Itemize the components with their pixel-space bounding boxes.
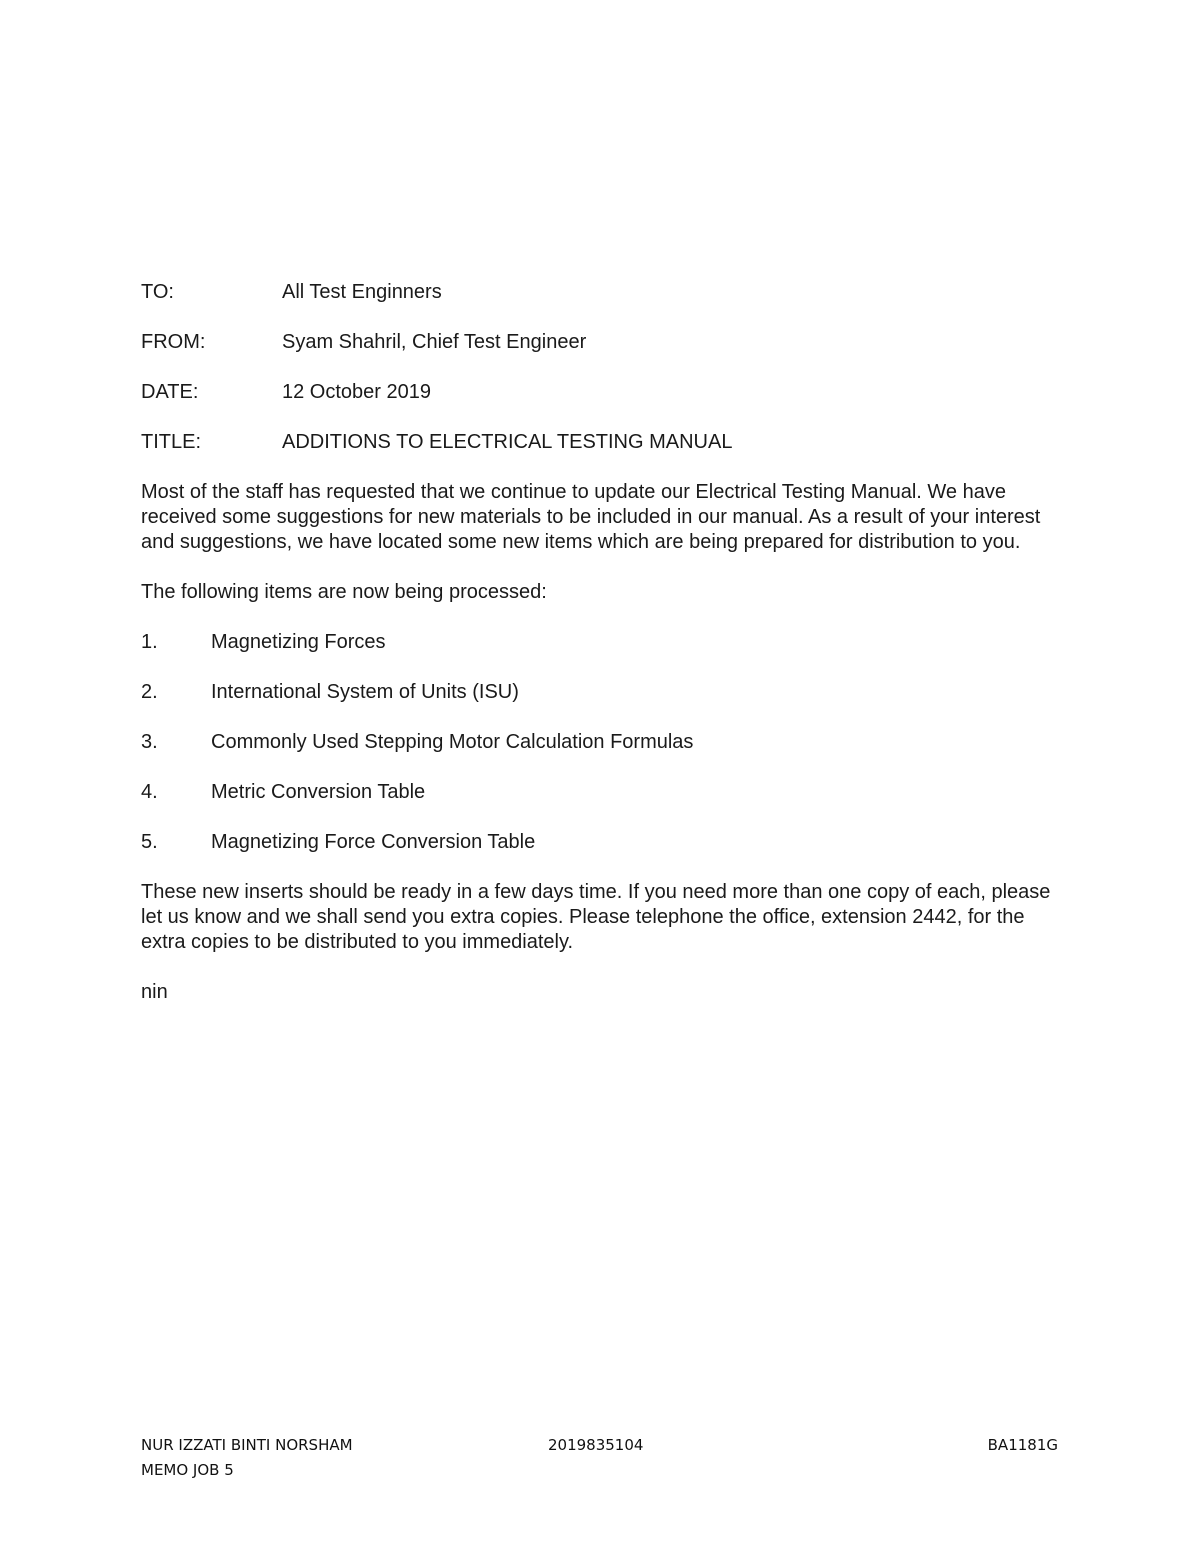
closing-paragraph: These new inserts should be ready in a few days time. If you need more than one copy of each, please let us know and we shall send you extra copies. Please telephone the office, extension 2442, for the extra copies to be distributed to you immediately. — [141, 881, 1051, 953]
memo-body — [141, 280, 1071, 1030]
memo-title-value: ADDITIONS TO ELECTRICAL TESTING MANUAL — [282, 431, 733, 453]
intro-paragraph: Most of the staff has requested that we continue to update our Electrical Testing Manual. We have received some suggestions for new materials to be included in our manual. As a result of your interest and suggestions, we have located some new items which are being prepared for distribution to you. — [141, 481, 1041, 553]
memo-title-row — [141, 430, 1071, 455]
memo-to-label: TO: — [141, 281, 174, 303]
footer-class-code: BA1181G — [987, 1436, 1058, 1454]
memo-from-row — [141, 330, 1071, 355]
memo-from-value: Syam Shahril, Chief Test Engineer — [282, 331, 587, 353]
footer-student-id: 2019835104 — [548, 1436, 644, 1454]
list-item-text: Magnetizing Force Conversion Table — [211, 831, 536, 853]
list-item — [141, 730, 1071, 755]
typist-initials: nin — [141, 981, 168, 1003]
list-item-number: 4. — [141, 781, 158, 803]
page-footer — [141, 1433, 1058, 1483]
list-intro: The following items are now being processed: — [141, 581, 547, 603]
list-item-number: 5. — [141, 831, 158, 853]
list-item — [141, 780, 1071, 805]
memo-date-label: DATE: — [141, 381, 199, 403]
footer-job-label: MEMO JOB 5 — [141, 1461, 234, 1479]
memo-title-label: TITLE: — [141, 431, 202, 453]
list-item — [141, 680, 1071, 705]
list-item-number: 2. — [141, 681, 158, 703]
memo-date-value: 12 October 2019 — [282, 381, 431, 403]
list-item — [141, 630, 1071, 655]
list-item-number: 3. — [141, 731, 158, 753]
list-item-text: Metric Conversion Table — [211, 781, 426, 803]
memo-to-value: All Test Enginners — [282, 281, 442, 303]
footer-student-name: NUR IZZATI BINTI NORSHAM — [141, 1436, 353, 1454]
list-item-text: International System of Units (ISU) — [211, 681, 519, 703]
list-item-text: Commonly Used Stepping Motor Calculation Formulas — [211, 731, 694, 753]
list-item-number: 1. — [141, 631, 158, 653]
list-item — [141, 830, 1071, 855]
footer-row-1 — [141, 1433, 1058, 1458]
memo-date-row — [141, 380, 1071, 405]
footer-row-2 — [141, 1458, 1058, 1483]
memo-to-row — [141, 280, 1071, 305]
memo-from-label: FROM: — [141, 331, 206, 353]
list-item-text: Magnetizing Forces — [211, 631, 386, 653]
